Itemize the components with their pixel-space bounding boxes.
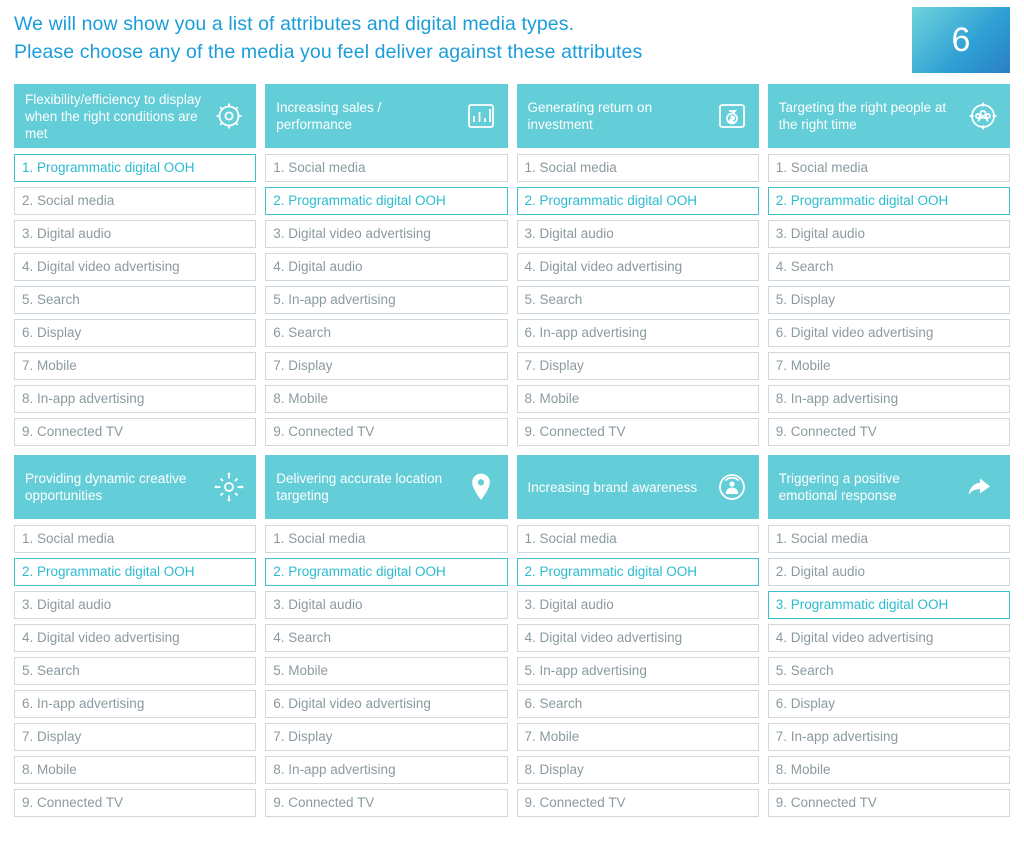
media-option[interactable]: 7. Display bbox=[265, 723, 507, 751]
media-option-selected[interactable]: 2. Programmatic digital OOH bbox=[517, 187, 759, 215]
attribute-card-header bbox=[768, 84, 1010, 148]
media-option[interactable]: 9. Connected TV bbox=[14, 418, 256, 446]
media-option[interactable]: 8. Mobile bbox=[14, 756, 256, 784]
media-option[interactable]: 3. Digital audio bbox=[768, 220, 1010, 248]
media-option[interactable]: 5. Search bbox=[14, 286, 256, 314]
media-option[interactable]: 9. Connected TV bbox=[265, 789, 507, 817]
media-option[interactable]: 6. Display bbox=[768, 690, 1010, 718]
attribute-card bbox=[265, 455, 507, 817]
media-option-list bbox=[768, 525, 1010, 817]
media-option-selected[interactable]: 2. Programmatic digital OOH bbox=[768, 187, 1010, 215]
media-option[interactable]: 8. Mobile bbox=[517, 385, 759, 413]
media-option-selected[interactable]: 3. Programmatic digital OOH bbox=[768, 591, 1010, 619]
media-option[interactable]: 5. Mobile bbox=[265, 657, 507, 685]
attribute-card bbox=[768, 455, 1010, 817]
media-option[interactable]: 4. Digital audio bbox=[265, 253, 507, 281]
media-option-list bbox=[265, 525, 507, 817]
media-option[interactable]: 7. Display bbox=[14, 723, 256, 751]
media-option[interactable]: 7. In-app advertising bbox=[768, 723, 1010, 751]
map-pin-icon bbox=[464, 470, 498, 504]
attribute-card-title: Generating return on investment bbox=[527, 100, 653, 132]
attribute-card bbox=[265, 84, 507, 446]
media-option[interactable]: 5. Search bbox=[768, 657, 1010, 685]
media-option[interactable]: 6. Search bbox=[265, 319, 507, 347]
media-option[interactable]: 4. Digital video advertising bbox=[517, 624, 759, 652]
media-option[interactable]: 3. Digital audio bbox=[14, 591, 256, 619]
media-option[interactable]: 3. Digital audio bbox=[517, 591, 759, 619]
media-option[interactable]: 2. Social media bbox=[14, 187, 256, 215]
media-option[interactable]: 2. Digital audio bbox=[768, 558, 1010, 586]
attribute-card-title: Increasing sales / performance bbox=[276, 100, 382, 132]
media-option[interactable]: 3. Digital video advertising bbox=[265, 220, 507, 248]
media-option[interactable]: 1. Social media bbox=[517, 154, 759, 182]
media-option[interactable]: 4. Digital video advertising bbox=[14, 253, 256, 281]
page-title-line-2: Please choose any of the media you feel deliver against these attributes bbox=[14, 41, 643, 63]
media-option[interactable]: 9. Connected TV bbox=[768, 418, 1010, 446]
media-option[interactable]: 8. In-app advertising bbox=[768, 385, 1010, 413]
creative-burst-icon bbox=[212, 470, 246, 504]
media-option-list bbox=[517, 154, 759, 446]
media-option[interactable]: 7. Mobile bbox=[768, 352, 1010, 380]
attribute-card bbox=[14, 84, 256, 446]
media-option[interactable]: 5. In-app advertising bbox=[517, 657, 759, 685]
reply-arrow-icon bbox=[966, 470, 1000, 504]
media-option-list bbox=[768, 154, 1010, 446]
media-option[interactable]: 3. Digital audio bbox=[517, 220, 759, 248]
attribute-card-header bbox=[265, 84, 507, 148]
attribute-card-header bbox=[517, 84, 759, 148]
media-option[interactable]: 7. Mobile bbox=[14, 352, 256, 380]
media-option[interactable]: 7. Display bbox=[265, 352, 507, 380]
bar-chart-icon bbox=[464, 99, 498, 133]
media-option-selected[interactable]: 2. Programmatic digital OOH bbox=[265, 187, 507, 215]
media-option[interactable]: 7. Display bbox=[517, 352, 759, 380]
media-option[interactable]: 1. Social media bbox=[265, 154, 507, 182]
media-option[interactable]: 1. Social media bbox=[517, 525, 759, 553]
page-title-line-1: We will now show you a list of attributes and digital media types. bbox=[14, 13, 575, 35]
media-option[interactable]: 9. Connected TV bbox=[517, 789, 759, 817]
attribute-card-title: Delivering accurate location targeting bbox=[276, 471, 443, 503]
media-option[interactable]: 4. Search bbox=[768, 253, 1010, 281]
media-option[interactable]: 9. Connected TV bbox=[517, 418, 759, 446]
media-option[interactable]: 7. Mobile bbox=[517, 723, 759, 751]
media-option[interactable]: 6. In-app advertising bbox=[517, 319, 759, 347]
page-title bbox=[14, 10, 854, 66]
attribute-card-header bbox=[768, 455, 1010, 519]
attribute-card-title: Triggering a positive emotional response bbox=[778, 471, 900, 503]
attribute-card bbox=[14, 455, 256, 817]
media-option[interactable]: 9. Connected TV bbox=[265, 418, 507, 446]
media-option[interactable]: 1. Social media bbox=[14, 525, 256, 553]
media-option-selected[interactable]: 2. Programmatic digital OOH bbox=[517, 558, 759, 586]
media-option[interactable]: 5. Search bbox=[14, 657, 256, 685]
media-option[interactable]: 6. In-app advertising bbox=[14, 690, 256, 718]
media-option[interactable]: 5. Search bbox=[517, 286, 759, 314]
media-option-selected[interactable]: 2. Programmatic digital OOH bbox=[265, 558, 507, 586]
attribute-card-header bbox=[517, 455, 759, 519]
media-option[interactable]: 6. Search bbox=[517, 690, 759, 718]
media-option[interactable]: 4. Digital video advertising bbox=[517, 253, 759, 281]
media-option[interactable]: 1. Social media bbox=[768, 525, 1010, 553]
slide-header bbox=[0, 0, 1024, 84]
media-option[interactable]: 5. In-app advertising bbox=[265, 286, 507, 314]
media-option[interactable]: 1. Social media bbox=[768, 154, 1010, 182]
attribute-card-title: Increasing brand awareness bbox=[527, 479, 698, 495]
media-option[interactable]: 3. Digital audio bbox=[14, 220, 256, 248]
media-option[interactable]: 8. In-app advertising bbox=[265, 756, 507, 784]
attribute-card bbox=[517, 455, 759, 817]
media-option[interactable]: 8. Mobile bbox=[265, 385, 507, 413]
money-bag-icon bbox=[715, 99, 749, 133]
media-option-selected[interactable]: 2. Programmatic digital OOH bbox=[14, 558, 256, 586]
attribute-card-title: Targeting the right people at the right time bbox=[778, 100, 947, 132]
media-option[interactable]: 9. Connected TV bbox=[768, 789, 1010, 817]
media-option[interactable]: 8. Display bbox=[517, 756, 759, 784]
media-option[interactable]: 3. Digital audio bbox=[265, 591, 507, 619]
attribute-card-header bbox=[14, 455, 256, 519]
media-option[interactable]: 4. Search bbox=[265, 624, 507, 652]
media-option[interactable]: 1. Social media bbox=[265, 525, 507, 553]
media-option[interactable]: 9. Connected TV bbox=[14, 789, 256, 817]
attribute-cards-grid bbox=[0, 84, 1024, 827]
media-option[interactable]: 5. Display bbox=[768, 286, 1010, 314]
media-option-list bbox=[14, 154, 256, 446]
media-option-selected[interactable]: 1. Programmatic digital OOH bbox=[14, 154, 256, 182]
broadcast-icon bbox=[715, 470, 749, 504]
media-option-list bbox=[14, 525, 256, 817]
media-option-list bbox=[265, 154, 507, 446]
media-option[interactable]: 8. Mobile bbox=[768, 756, 1010, 784]
media-option[interactable]: 4. Digital video advertising bbox=[768, 624, 1010, 652]
media-option[interactable]: 8. In-app advertising bbox=[14, 385, 256, 413]
media-option[interactable]: 6. Digital video advertising bbox=[768, 319, 1010, 347]
attribute-card-header bbox=[265, 455, 507, 519]
attribute-card bbox=[768, 84, 1010, 446]
media-option-list bbox=[517, 525, 759, 817]
gear-icon bbox=[212, 99, 246, 133]
media-option[interactable]: 6. Display bbox=[14, 319, 256, 347]
attribute-card bbox=[517, 84, 759, 446]
media-option[interactable]: 4. Digital video advertising bbox=[14, 624, 256, 652]
slide-number-badge: 6 bbox=[912, 7, 1010, 73]
attribute-card-title: Flexibility/efficiency to display when the right conditions are met bbox=[25, 91, 202, 141]
media-option[interactable]: 6. Digital video advertising bbox=[265, 690, 507, 718]
attribute-card-header bbox=[14, 84, 256, 148]
target-people-icon bbox=[966, 99, 1000, 133]
attribute-card-title: Providing dynamic creative opportunities bbox=[25, 471, 187, 503]
